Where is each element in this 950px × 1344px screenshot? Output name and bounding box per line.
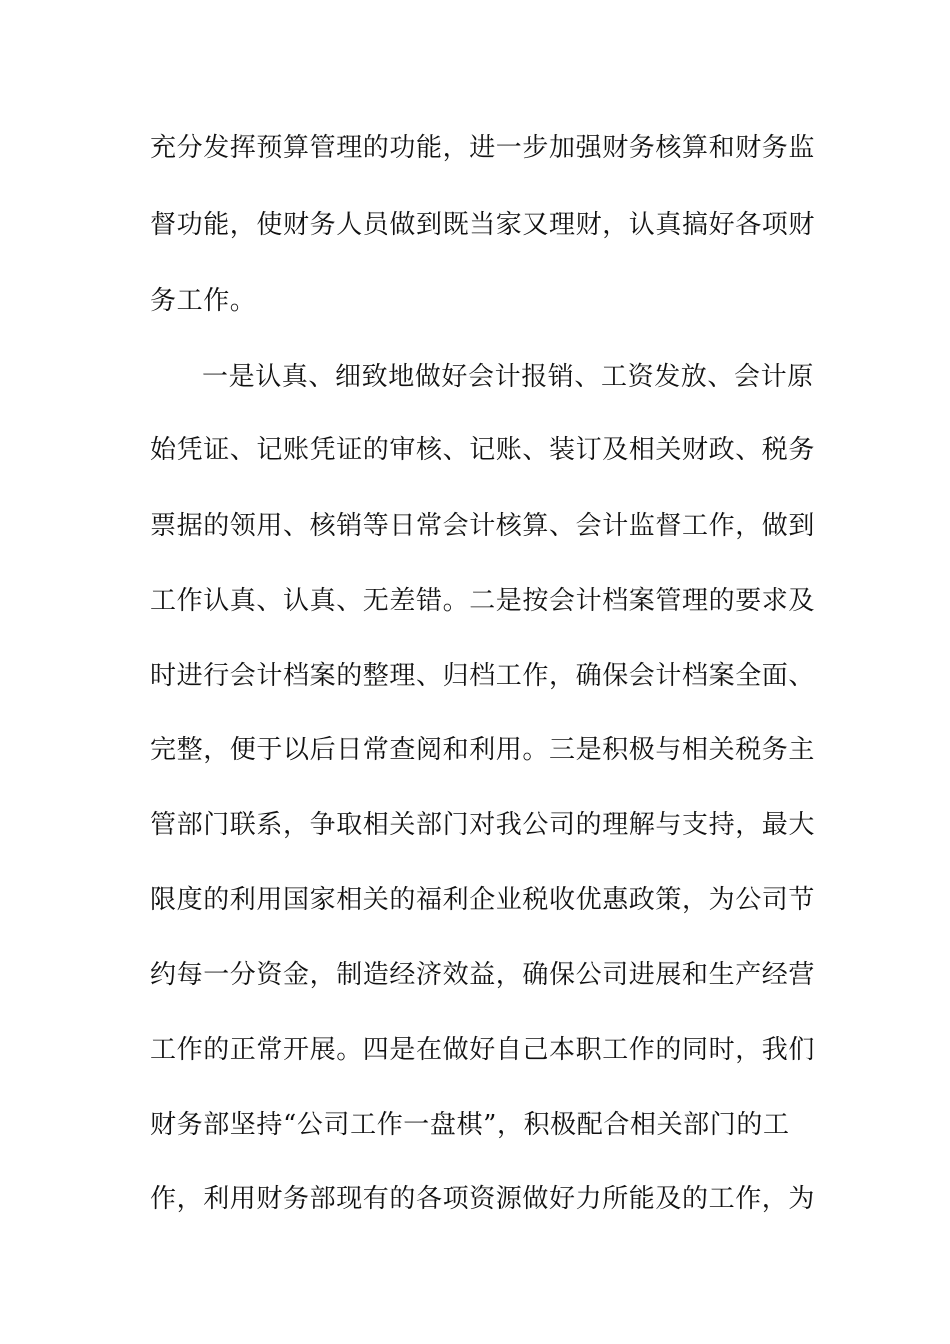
text-line: 财务部坚持“公司工作一盘棋”，积极配合相关部门的工 [150, 1110, 790, 1140]
text-line: 完整，便于以后日常查阅和利用。三是积极与相关税务主 [150, 735, 816, 765]
text-line: 工作的正常开展。四是在做好自己本职工作的同时，我们 [150, 1035, 816, 1065]
text-line: 一是认真、细致地做好会计报销、工资发放、会计原 [202, 362, 814, 392]
text-line: 约每一分资金，制造经济效益，确保公司进展和生产经营 [150, 960, 816, 990]
text-line: 工作认真、认真、无差错。二是按会计档案管理的要求及 [150, 586, 816, 616]
text-line: 管部门联系，争取相关部门对我公司的理解与支持，最大 [150, 810, 816, 840]
text-line: 始凭证、记账凭证的审核、记账、装订及相关财政、税务 [150, 435, 816, 465]
text-line: 务工作。 [150, 286, 257, 316]
text-line: 充分发挥预算管理的功能，进一步加强财务核算和财务监 [150, 133, 816, 163]
text-line: 限度的利用国家相关的福利企业税收优惠政策，为公司节 [150, 885, 816, 915]
text-line: 时进行会计档案的整理、归档工作，确保会计档案全面、 [150, 661, 816, 691]
text-line: 作，利用财务部现有的各项资源做好力所能及的工作，为 [150, 1184, 816, 1214]
text-line: 票据的领用、核销等日常会计核算、会计监督工作，做到 [150, 511, 816, 541]
text-line: 督功能，使财务人员做到既当家又理财，认真搞好各项财 [150, 210, 816, 240]
